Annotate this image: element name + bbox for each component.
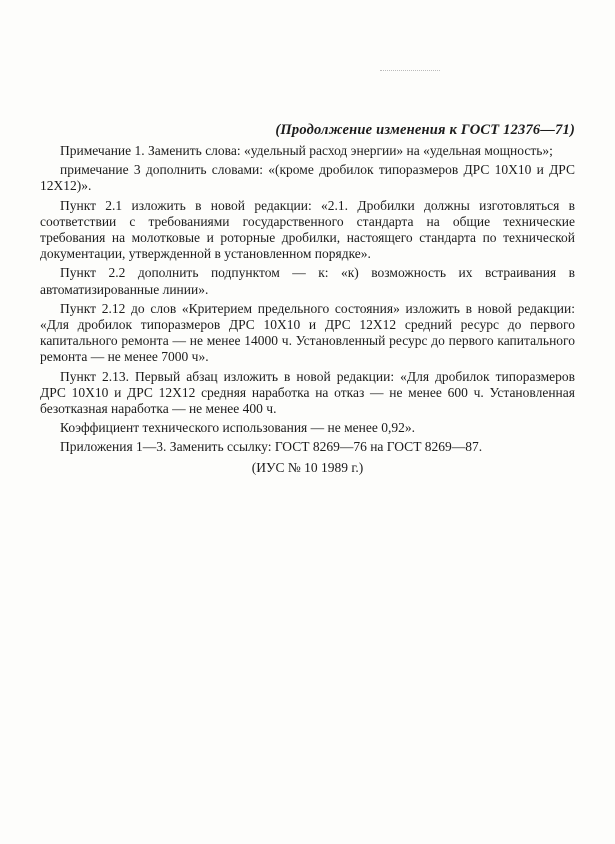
paragraph-item-2-1: Пункт 2.1 изложить в новой редакции: «2.1. Дробилки должны изготовляться в соответствии с требованиями государственного стандарта на общие технические требования на молотковые и роторные дробилки, настоящего стандарта по технической документации, утвержденной в установленном порядке». (40, 197, 575, 262)
paragraph-item-2-2: Пункт 2.2 дополнить подпунктом — к: «к) возможность их встраивания в автоматизированные линии». (40, 265, 575, 297)
source-footer: (ИУС № 10 1989 г.) (251, 459, 364, 475)
continuation-header: (Продолжение изменения к ГОСТ 12376—71) (275, 122, 575, 138)
document-body (40, 143, 575, 479)
paragraph-item-2-12: Пункт 2.12 до слов «Критерием предельного состояния» изложить в новой редакции: «Для дробилок типоразмеров ДРС 10Х10 и ДРС 12Х12 средний ресурс до первого капитального ремонта — не менее 14000 ч. Установленный ресурс до первого капитального ремонта — не менее 7000 ч». (40, 300, 575, 365)
paragraph-appendices: Приложения 1—3. Заменить ссылку: ГОСТ 8269—76 на ГОСТ 8269—87. (60, 439, 483, 455)
paragraph-coefficient: Коэффициент технического использования — не менее 0,92». (60, 420, 415, 436)
paragraph-item-2-13: Пункт 2.13. Первый абзац изложить в новой редакции: «Для дробилок типоразмеров ДРС 10Х10 и ДРС 12Х12 средняя наработка на отказ — не менее 600 ч. Установленная безотказная наработка — не менее 400 ч. (40, 368, 575, 417)
paragraph-note-3: примечание 3 дополнить словами: «(кроме дробилок типоразмеров ДРС 10Х10 и ДРС 12Х12)». (40, 162, 575, 194)
paragraph-note-1: Примечание 1. Заменить слова: «удельный расход энергии» на «удельная мощность»; (60, 143, 553, 158)
scan-artifact (380, 70, 440, 73)
